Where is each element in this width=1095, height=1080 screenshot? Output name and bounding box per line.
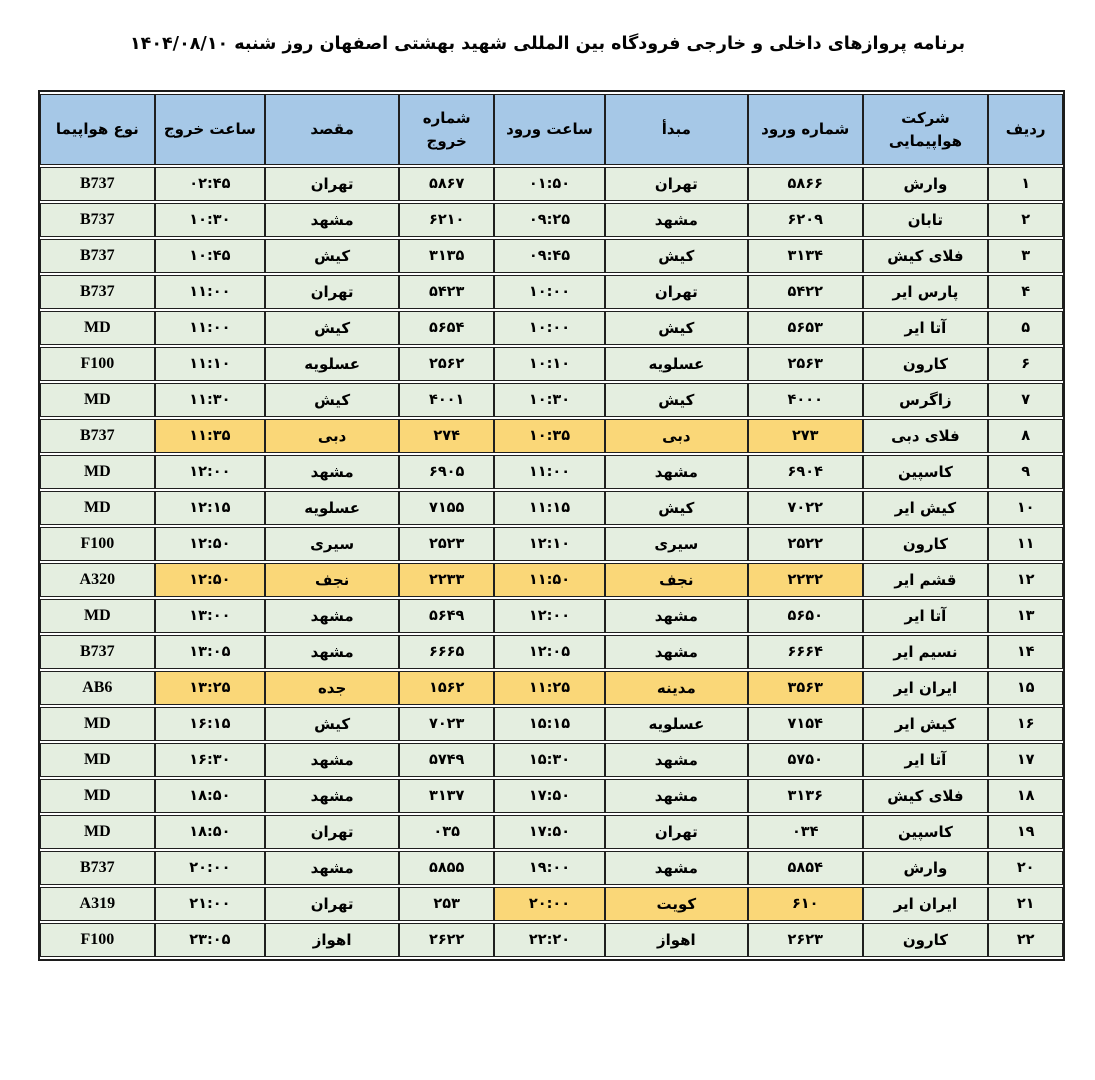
cell-aircraft: F100 [40,527,155,561]
cell-no: ۱۵ [988,671,1063,705]
cell-arrival_time: ۱۱:۲۵ [494,671,604,705]
cell-aircraft: B737 [40,275,155,309]
cell-destination: مشهد [265,743,399,777]
cell-departure_time: ۱۶:۳۰ [155,743,265,777]
cell-departure_time: ۱۸:۵۰ [155,779,265,813]
flight-schedule-table [38,90,1065,961]
table-row [40,779,1063,813]
cell-destination: کیش [265,383,399,417]
table-row [40,455,1063,489]
cell-destination: کیش [265,311,399,345]
cell-airline: کارون [863,347,989,381]
cell-airline: کاسپین [863,455,989,489]
cell-aircraft: B737 [40,419,155,453]
col-header-arrival_no: شماره ورود [748,94,863,165]
table-row [40,815,1063,849]
cell-airline: کیش ایر [863,707,989,741]
cell-origin: مشهد [605,635,748,669]
cell-arrival_no: ۲۵۶۳ [748,347,863,381]
cell-aircraft: B737 [40,203,155,237]
cell-origin: مدینه [605,671,748,705]
cell-arrival_time: ۱۲:۰۵ [494,635,604,669]
table-row [40,851,1063,885]
cell-origin: مشهد [605,743,748,777]
cell-no: ۱۲ [988,563,1063,597]
cell-airline: فلای کیش [863,779,989,813]
cell-arrival_no: ۶۲۰۹ [748,203,863,237]
cell-destination: مشهد [265,851,399,885]
cell-destination: مشهد [265,203,399,237]
col-header-departure_time: ساعت خروج [155,94,265,165]
cell-arrival_time: ۱۵:۳۰ [494,743,604,777]
cell-arrival_time: ۰۹:۴۵ [494,239,604,273]
cell-destination: نجف [265,563,399,597]
cell-arrival_no: ۴۰۰۰ [748,383,863,417]
cell-origin: مشهد [605,203,748,237]
cell-airline: فلای دبی [863,419,989,453]
cell-arrival_no: ۵۷۵۰ [748,743,863,777]
cell-departure_time: ۱۳:۰۵ [155,635,265,669]
cell-departure_no: ۶۲۱۰ [399,203,494,237]
cell-arrival_time: ۱۰:۰۰ [494,311,604,345]
cell-departure_no: ۲۵۳ [399,887,494,921]
cell-no: ۴ [988,275,1063,309]
cell-departure_no: ۶۶۶۵ [399,635,494,669]
cell-destination: مشهد [265,455,399,489]
cell-no: ۲۱ [988,887,1063,921]
cell-departure_time: ۱۶:۱۵ [155,707,265,741]
cell-aircraft: B737 [40,167,155,201]
cell-departure_time: ۱۱:۰۰ [155,275,265,309]
cell-no: ۵ [988,311,1063,345]
cell-destination: کیش [265,707,399,741]
cell-aircraft: MD [40,707,155,741]
cell-arrival_no: ۳۱۳۶ [748,779,863,813]
cell-departure_no: ۷۱۵۵ [399,491,494,525]
cell-arrival_no: ۲۷۳ [748,419,863,453]
cell-departure_no: ۲۵۲۳ [399,527,494,561]
cell-aircraft: MD [40,311,155,345]
cell-aircraft: AB6 [40,671,155,705]
cell-arrival_no: ۶۱۰ [748,887,863,921]
cell-arrival_time: ۱۲:۱۰ [494,527,604,561]
cell-no: ۱۷ [988,743,1063,777]
cell-origin: مشهد [605,779,748,813]
cell-aircraft: B737 [40,239,155,273]
cell-airline: پارس ایر [863,275,989,309]
table-header-row [40,94,1063,165]
cell-origin: تهران [605,275,748,309]
cell-arrival_no: ۰۳۴ [748,815,863,849]
cell-arrival_time: ۰۱:۵۰ [494,167,604,201]
cell-airline: فلای کیش [863,239,989,273]
cell-aircraft: MD [40,815,155,849]
col-header-no: ردیف [988,94,1063,165]
cell-departure_time: ۱۲:۵۰ [155,527,265,561]
cell-no: ۱۳ [988,599,1063,633]
cell-airline: نسیم ایر [863,635,989,669]
cell-departure_time: ۱۱:۰۰ [155,311,265,345]
cell-airline: قشم ایر [863,563,989,597]
col-header-airline: شرکت هواپیمایی [863,94,989,165]
cell-arrival_no: ۵۶۵۰ [748,599,863,633]
col-header-arrival_time: ساعت ورود [494,94,604,165]
cell-origin: کویت [605,887,748,921]
cell-departure_no: ۲۲۳۳ [399,563,494,597]
cell-arrival_no: ۳۵۶۳ [748,671,863,705]
cell-departure_time: ۱۱:۳۰ [155,383,265,417]
cell-origin: کیش [605,311,748,345]
cell-airline: وارش [863,167,989,201]
cell-departure_time: ۰۲:۴۵ [155,167,265,201]
cell-departure_no: ۲۶۲۲ [399,923,494,957]
cell-destination: دبی [265,419,399,453]
cell-departure_time: ۲۱:۰۰ [155,887,265,921]
cell-airline: کاسپین [863,815,989,849]
cell-aircraft: MD [40,383,155,417]
cell-destination: مشهد [265,635,399,669]
cell-arrival_time: ۱۰:۰۰ [494,275,604,309]
cell-arrival_time: ۱۱:۱۵ [494,491,604,525]
cell-aircraft: MD [40,599,155,633]
cell-no: ۱۸ [988,779,1063,813]
cell-airline: کیش ایر [863,491,989,525]
cell-departure_time: ۱۳:۲۵ [155,671,265,705]
cell-destination: اهواز [265,923,399,957]
cell-departure_time: ۱۰:۳۰ [155,203,265,237]
cell-arrival_time: ۱۷:۵۰ [494,779,604,813]
col-header-departure_no: شماره خروج [399,94,494,165]
cell-arrival_no: ۵۶۵۳ [748,311,863,345]
cell-arrival_time: ۱۱:۵۰ [494,563,604,597]
cell-arrival_no: ۵۸۵۴ [748,851,863,885]
cell-arrival_time: ۱۷:۵۰ [494,815,604,849]
table-row [40,491,1063,525]
table-row [40,671,1063,705]
cell-no: ۲ [988,203,1063,237]
cell-origin: تهران [605,167,748,201]
cell-departure_no: ۳۱۳۵ [399,239,494,273]
cell-arrival_time: ۰۹:۲۵ [494,203,604,237]
cell-arrival_no: ۲۵۲۲ [748,527,863,561]
table-row [40,527,1063,561]
cell-departure_no: ۴۰۰۱ [399,383,494,417]
cell-arrival_no: ۷۰۲۲ [748,491,863,525]
cell-aircraft: F100 [40,347,155,381]
cell-airline: آتا ایر [863,743,989,777]
cell-departure_no: ۳۱۳۷ [399,779,494,813]
cell-origin: عسلویه [605,707,748,741]
table-row [40,275,1063,309]
cell-origin: مشهد [605,455,748,489]
cell-airline: ایران ایر [863,887,989,921]
cell-arrival_no: ۲۶۲۳ [748,923,863,957]
cell-arrival_no: ۳۱۳۴ [748,239,863,273]
cell-arrival_time: ۱۰:۳۰ [494,383,604,417]
cell-aircraft: F100 [40,923,155,957]
cell-departure_no: ۵۸۶۷ [399,167,494,201]
table-row [40,923,1063,957]
cell-airline: ایران ایر [863,671,989,705]
table-row [40,599,1063,633]
cell-aircraft: MD [40,491,155,525]
cell-origin: دبی [605,419,748,453]
cell-arrival_time: ۲۲:۲۰ [494,923,604,957]
cell-departure_time: ۲۳:۰۵ [155,923,265,957]
cell-airline: کارون [863,527,989,561]
cell-destination: مشهد [265,599,399,633]
cell-departure_time: ۱۲:۰۰ [155,455,265,489]
cell-airline: آتا ایر [863,311,989,345]
cell-destination: جده [265,671,399,705]
cell-departure_no: ۶۹۰۵ [399,455,494,489]
cell-origin: تهران [605,815,748,849]
cell-arrival_time: ۱۲:۰۰ [494,599,604,633]
cell-airline: زاگرس [863,383,989,417]
cell-arrival_time: ۱۱:۰۰ [494,455,604,489]
cell-origin: عسلویه [605,347,748,381]
flight-table-wrap [38,90,1065,961]
cell-aircraft: B737 [40,635,155,669]
cell-arrival_time: ۱۰:۱۰ [494,347,604,381]
cell-arrival_time: ۱۵:۱۵ [494,707,604,741]
table-row [40,347,1063,381]
table-row [40,239,1063,273]
col-header-origin: مبدأ [605,94,748,165]
cell-destination: تهران [265,815,399,849]
cell-arrival_no: ۵۸۶۶ [748,167,863,201]
cell-arrival_no: ۶۶۶۴ [748,635,863,669]
cell-departure_time: ۱۱:۱۰ [155,347,265,381]
cell-no: ۱۱ [988,527,1063,561]
cell-destination: تهران [265,887,399,921]
cell-departure_time: ۱۰:۴۵ [155,239,265,273]
table-row [40,563,1063,597]
cell-departure_time: ۱۳:۰۰ [155,599,265,633]
cell-departure_no: ۵۴۲۳ [399,275,494,309]
cell-departure_time: ۲۰:۰۰ [155,851,265,885]
cell-arrival_time: ۲۰:۰۰ [494,887,604,921]
cell-destination: سیری [265,527,399,561]
cell-airline: تابان [863,203,989,237]
cell-no: ۸ [988,419,1063,453]
cell-departure_time: ۱۲:۵۰ [155,563,265,597]
cell-no: ۱۰ [988,491,1063,525]
cell-no: ۹ [988,455,1063,489]
cell-airline: وارش [863,851,989,885]
cell-departure_time: ۱۸:۵۰ [155,815,265,849]
cell-departure_no: ۵۷۴۹ [399,743,494,777]
cell-origin: اهواز [605,923,748,957]
cell-departure_no: ۵۶۵۴ [399,311,494,345]
cell-departure_time: ۱۱:۳۵ [155,419,265,453]
cell-aircraft: MD [40,455,155,489]
table-row [40,203,1063,237]
table-row [40,743,1063,777]
cell-no: ۲۲ [988,923,1063,957]
cell-aircraft: A320 [40,563,155,597]
cell-destination: تهران [265,167,399,201]
cell-no: ۱۹ [988,815,1063,849]
cell-destination: کیش [265,239,399,273]
col-header-aircraft: نوع هواپیما [40,94,155,165]
cell-origin: کیش [605,383,748,417]
cell-destination: عسلویه [265,347,399,381]
cell-arrival_no: ۷۱۵۴ [748,707,863,741]
cell-origin: کیش [605,491,748,525]
cell-airline: آتا ایر [863,599,989,633]
cell-departure_no: ۷۰۲۳ [399,707,494,741]
cell-aircraft: MD [40,779,155,813]
cell-destination: تهران [265,275,399,309]
cell-arrival_no: ۵۴۲۲ [748,275,863,309]
table-row [40,887,1063,921]
table-row [40,419,1063,453]
cell-no: ۲۰ [988,851,1063,885]
cell-no: ۷ [988,383,1063,417]
cell-no: ۱۴ [988,635,1063,669]
cell-origin: کیش [605,239,748,273]
cell-departure_no: ۵۶۴۹ [399,599,494,633]
cell-aircraft: MD [40,743,155,777]
table-row [40,167,1063,201]
cell-arrival_no: ۲۲۳۲ [748,563,863,597]
cell-aircraft: A319 [40,887,155,921]
col-header-destination: مقصد [265,94,399,165]
cell-departure_no: ۲۵۶۲ [399,347,494,381]
table-row [40,383,1063,417]
cell-no: ۱ [988,167,1063,201]
cell-origin: نجف [605,563,748,597]
cell-departure_no: ۰۳۵ [399,815,494,849]
cell-departure_no: ۵۸۵۵ [399,851,494,885]
cell-departure_no: ۲۷۴ [399,419,494,453]
cell-origin: مشهد [605,851,748,885]
cell-aircraft: B737 [40,851,155,885]
cell-departure_time: ۱۲:۱۵ [155,491,265,525]
table-row [40,707,1063,741]
cell-origin: مشهد [605,599,748,633]
cell-no: ۱۶ [988,707,1063,741]
cell-arrival_time: ۱۹:۰۰ [494,851,604,885]
cell-no: ۳ [988,239,1063,273]
cell-no: ۶ [988,347,1063,381]
page-title: برنامه پروازهای داخلی و خارجی فرودگاه بین المللی شهید بهشتی اصفهان روز شنبه ۱۴۰۴/۰۸/۱۰ [129,34,966,54]
cell-arrival_no: ۶۹۰۴ [748,455,863,489]
cell-arrival_time: ۱۰:۳۵ [494,419,604,453]
table-row [40,311,1063,345]
cell-origin: سیری [605,527,748,561]
cell-departure_no: ۱۵۶۲ [399,671,494,705]
cell-destination: مشهد [265,779,399,813]
cell-destination: عسلویه [265,491,399,525]
table-row [40,635,1063,669]
cell-airline: کارون [863,923,989,957]
